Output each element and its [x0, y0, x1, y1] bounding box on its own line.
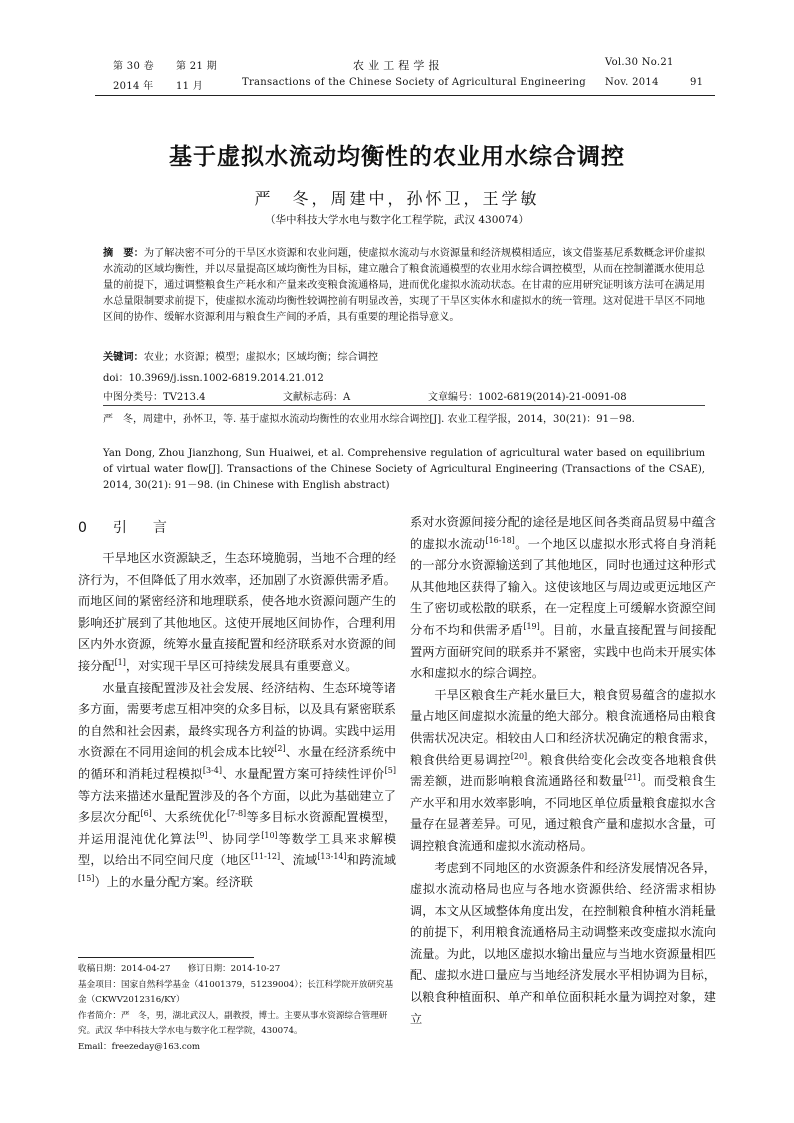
- paragraph: 系对水资源间接分配的途径是地区间各类商品贸易中蕴含的虚拟水流动[16-18]。一个地区以虚拟水形式将自身消耗的一部分水资源输送到了其他地区，同时也通过这种形式从其他地区获得了输入。这使该地区与周边或更远地区产生了密切或松散的联系，在一定程度上可缓解水资源空间分布不均和供需矛盾[19]。目前，水量直接配置与间接配置两方面研究间的联系并不紧密，实践中也尚未开展实体水和虚拟水的综合调控。: [410, 515, 717, 681]
- author-list: 严 冬，周建中，孙怀卫，王学敏: [254, 189, 540, 208]
- footnote: [78, 962, 396, 1056]
- left-column: [78, 548, 396, 894]
- keywords-text: 农业；水资源；模型；虚拟水；区域均衡；综合调控: [143, 352, 379, 363]
- article-number: 文章编号：1002-6819(2014)-21-0091-08: [428, 392, 627, 403]
- doi-text: doi：10.3969/j.issn.1002-6819.2014.21.012: [103, 373, 324, 384]
- keywords: [103, 350, 705, 366]
- issue-cn: 第 21 期: [176, 61, 217, 72]
- document-code: 文献标志码：A: [283, 392, 351, 403]
- funding: 基金项目：国家自然科学基金（41001379，51239004）；长江科学院开放研究基金（CKWV2012316/KY）: [78, 979, 394, 1006]
- month-cn: 11 月: [176, 81, 204, 92]
- volume-en: Vol.30 No.21: [605, 57, 674, 68]
- footnote-rule: [78, 957, 254, 958]
- author-bio: 作者简介：严 冬，男，湖北武汉人，副教授，博士。主要从事水资源综合管理研究。武汉 华中科技大学水电与数字化工程学院，430074。: [78, 1010, 388, 1037]
- paragraph: 干旱区粮食生产耗水量巨大，粮食贸易蕴含的虚拟水量占地区间虚拟水流量的绝大部分。粮食流通格局由粮食供需状况决定。相较由人口和经济状况确定的粮食需求，粮食供给更易调控[20]。粮食供给变化会改变各地粮食供需差额，进而影响粮食流通路径和数量[21]。而受粮食生产水平和用水效率影响，不同地区单位质量粮食虚拟水含量存在显著差异。可见，通过粮食产量和虚拟水含量，可调控粮食流通和虚拟水流动格局。: [410, 687, 717, 853]
- section-heading: 0 引 言: [78, 520, 173, 536]
- year-cn: 2014 年: [113, 81, 154, 92]
- abstract: [103, 246, 705, 326]
- journal-cn: 农 业 工 程 学 报: [353, 59, 440, 72]
- citation-cn: 严 冬，周建中，孙怀卫，等. 基于虚拟水流动均衡性的农业用水综合调控[J]. 农业工程学报，2014，30(21)：91－98.: [103, 414, 635, 425]
- header-rule: [95, 95, 715, 96]
- paragraph: 考虑到不同地区的水资源条件和经济发展情况各异，虚拟水流动格局也应与各地水资源供给、经济需求相协调，本文从区域整体角度出发，在控制粮食种植水消耗量的前提下，利用粮食流通格局主动调整来改变虚拟水流向流量。为此，以地区虚拟水输出量应与当地水资源量相匹配、虚拟水进口量应与当地经济发展水平相协调为目标，以粮食种植面积、单产和单位面积耗水量为调控对象，建立: [410, 860, 716, 1026]
- affiliation: （华中科技大学水电与数字化工程学院，武汉 430074）: [265, 214, 529, 226]
- abstract-rule: [103, 405, 705, 406]
- received-date: 收稿日期：2014-04-27 修订日期：2014-10-27: [78, 964, 281, 974]
- paragraph: 干旱地区水资源缺乏，生态环境脆弱，当地不合理的经济行为，不但降低了用水效率，还加剧了水资源供需矛盾。而地区间的紧密经济和地理联系，使各地水资源问题产生的影响还扩展到了其他地区。这使开展地区间协作，合理利用区内外水资源，统筹水量直接配置和经济联系对水资源的间接分配[1]，对实现干旱区可持续发展具有重要意义。: [78, 551, 396, 673]
- abstract-label: 摘 要：: [103, 248, 144, 259]
- date-en: Nov. 2014: [605, 77, 659, 88]
- volume-cn: 第 30 卷: [113, 61, 154, 72]
- paper-title: 基于虚拟水流动均衡性的农业用水综合调控: [169, 144, 625, 170]
- page-number: 91: [690, 77, 704, 88]
- journal-en: Transactions of the Chinese Society of Agricultural Engineering: [242, 77, 586, 88]
- citation-en: Yan Dong, Zhou Jianzhong, Sun Huaiwei, et al. Comprehensive regulation of agricultural water based on equilibrium of virtual water flow[J]. Transactions of the Chinese Society of Agricultural Engineering (Transactions of the CSAE), 2014, 30(21): 91－98. (in Chinese with English abstract): [103, 448, 705, 491]
- paragraph: 水量直接配置涉及社会发展、经济结构、生态环境等诸多方面，需要考虑互相冲突的众多目标，以及具有紧密联系的自然和社会因素，最终实现各方利益的协调。实践中运用水资源在不同用途间的机会成本比较[2]、水量在经济系统中的循环和消耗过程模拟[3-4]、水量配置方案可持续性评价[5]等方法来描述水量配置涉及的各个方面，以此为基础建立了多层次分配[6]、大系统优化[7-8]等多目标水资源配置模型，并运用混沌优化算法[9]、协同学[10]等数学工具来求解模型，以给出不同空间尺度（地区[11-12]、流域[13-14]和跨流域[15]）上的水量分配方案。经济联: [78, 680, 397, 889]
- clc-code: 中图分类号：TV213.4: [103, 392, 206, 403]
- right-column: [410, 512, 716, 1030]
- keywords-label: 关键词：: [103, 352, 144, 363]
- abstract-text: 为了解决密不可分的干旱区水资源和农业问题，使虚拟水流动与水资源量和经济规模相适应，该文借鉴基尼系数概念评价虚拟水流动的区域均衡性，并以尽量提高区域均衡性为目标，建立融合了粮食流通模型的农业用水综合调控模型，从而在控制灌溉水使用总量的前提下，通过调整粮食生产耗水和产量来改变粮食流通格局，进而优化虚拟水流动状态。在甘肃的应用研究证明该方法可在满足用水总量限制要求前提下，使虚拟水流动均衡性较调控前有明显改善，实现了干旱区实体水和虚拟水的统一管理。这对促进干旱区不同地区间的协作、缓解水资源利用与粮食生产间的矛盾，具有重要的理论指导意义。: [103, 248, 706, 324]
- author-email: Email：freezeday@163.com: [78, 1041, 201, 1052]
